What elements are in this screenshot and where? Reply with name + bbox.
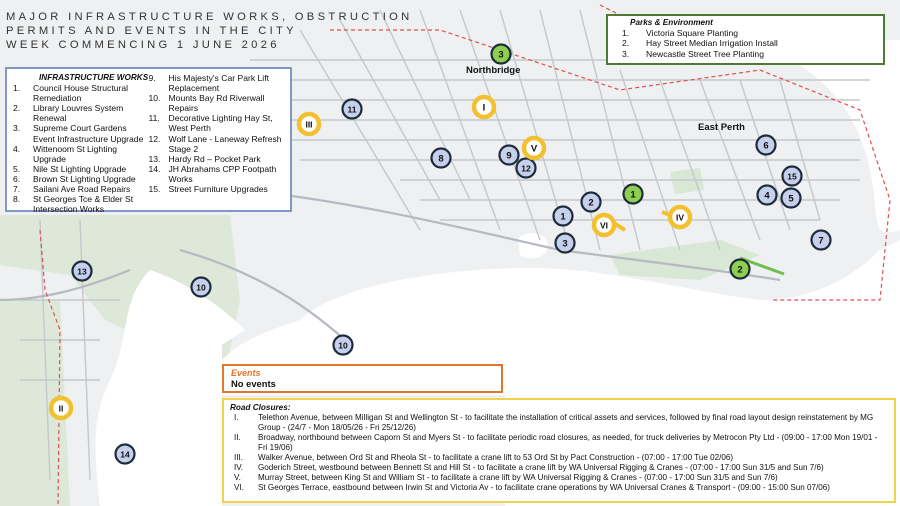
infra-marker [556,234,575,253]
infra-marker-label: 6 [763,140,769,152]
infra-marker [116,445,135,464]
list-item: 12. Wolf Lane - Laneway Refresh Stage 2 [148,133,282,154]
infra-marker-label: 9 [506,150,512,162]
infra-marker-label: 7 [818,235,824,247]
infra-marker-label: 2 [588,197,594,209]
map-title [6,10,416,52]
closure-marker [670,207,690,227]
infra-marker [783,167,802,186]
park-marker-label: 1 [630,189,636,201]
closure-marker-label: V [530,143,538,155]
infrastructure-legend [5,67,292,215]
closure-marker [474,97,494,117]
title-line: PERMITS AND EVENTS IN THE CITY [6,25,297,37]
infra-marker [582,193,601,212]
park-marker [624,185,643,204]
infra-marker-label: 5 [788,193,794,205]
park-marker-label: 2 [737,264,743,276]
park-marker [731,260,750,279]
list-item: 15. Street Furniture Upgrades [148,184,268,195]
legend-col-left [13,73,149,214]
park-marker [492,45,511,64]
closure-marker [299,114,319,134]
infra-marker [554,207,573,226]
list-item: 8. St Georges Tce & Elder St Intersection Works [13,194,134,215]
infra-marker [192,278,211,297]
list-item: 7. Sailani Ave Road Repairs [13,184,131,195]
infra-marker [782,189,801,208]
infra-marker-label: 12 [521,163,531,174]
list-item: III. Walker Avenue, between Ord St and Rheola St - to facilitate a crane lift to 53 Ord St by Pact Construction - (07:00 - 17:00 Tue 02/06) [234,453,734,462]
closure-marker-label: III [305,119,313,130]
list-item: II. Broadway, northbound between Caporn St and Myers St - to facilitate periodic road closures, as needed, for truck deliveries by Metrocon Pty Ltd - (09:00 - 17:00 Mon 19/01 - Fri 19/06) [234,433,878,452]
closure-marker-label: VI [599,220,609,231]
infra-marker [343,100,362,119]
events-text: No events [231,378,276,389]
list-item: 6. Brown St Lighting Upgrade [13,173,136,184]
infra-marker [334,336,353,355]
infra-marker-label: 14 [120,449,130,460]
list-item: 3. Newcastle Street Tree Planting [622,48,764,59]
legend-col-right [149,73,285,214]
infra-marker-label: 10 [196,282,206,293]
closure-marker [594,215,614,235]
infra-marker-label: 15 [787,171,797,182]
list-item: I. Telethon Avenue, between Milligan St and Wellington St - to facilitate the installation of critical assets and services, followed by final road layout design reinstatement by MG Group - (24/7 - Mon 18/05/26 - Fri 25/12/26) [234,413,874,432]
list-item: 11. Decorative Lighting Hay St, West Perth [148,113,273,134]
events-heading: Events [231,368,261,378]
closure-marker [51,398,71,418]
list-item: 13. Hardy Rd – Pocket Park [148,153,261,164]
list-item: 1. Victoria Square Planting [622,28,739,39]
infra-marker [758,186,777,205]
list-item: 4. Wittenoom St Lighting Upgrade [13,143,118,164]
title-line: WEEK COMMENCING 1 JUNE 2026 [6,39,280,51]
legend-heading: Parks & Environment [630,18,713,27]
list-item: 14. JH Abrahams CPP Footpath Works [148,163,277,184]
closure-marker-label: IV [675,212,685,223]
list-item: 2. Hay Street Median Irrigation Install [622,38,778,49]
infra-marker [757,136,776,155]
closure-marker-label: I [482,102,486,114]
infra-marker-label: 10 [338,340,348,351]
road-closures-heading: Road Closures: [230,403,291,412]
list-item: 3. Supreme Court Gardens Event Infrastructure Upgrade [13,123,144,144]
parks-legend [606,14,885,65]
infra-marker-label: 4 [764,190,770,202]
list-item: IV. Goderich Street, westbound between Bennett St and Hill St - to facilitate a crane lift by WA Universal Rigging & Cranes - (07:00 - 17:00 Sun 31/5 and Sun 7/6) [234,463,824,472]
infra-marker [432,149,451,168]
park-marker-label: 3 [498,49,504,61]
list-item: 1. Council House Structural Remediation [13,83,129,104]
infra-marker [73,262,92,281]
list-item: 5. Nile St Lighting Upgrade [13,163,127,174]
closure-marker-label: II [58,403,64,414]
list-item: 10. Mounts Bay Rd Riverwall Repairs [148,93,265,114]
infra-marker-label: 8 [438,153,444,165]
list-item: VI. St Georges Terrace, eastbound between Irwin St and Victoria Av - to facilitate crane operations by WA Universal Cranes & Transport - (09:00 - 15:00 Sun 07/06) [234,483,830,492]
road-closures-box [222,398,896,503]
infra-marker-label: 11 [347,104,357,115]
list-item: V. Murray Street, between King St and William St - to facilitate a crane lift by WA Universal Rigging & Cranes - (07:00 - 17:00 Sun 31/5 and Sun 7/6) [234,473,778,482]
title-line: MAJOR INFRASTRUCTURE WORKS, OBSTRUCTION [6,11,413,23]
label-northbridge: Northbridge [466,65,521,76]
infra-marker [812,231,831,250]
infra-marker-label: 13 [77,266,87,277]
infra-marker [500,146,519,165]
list-item: 9. His Majesty's Car Park Lift Replacement [148,73,269,94]
legend-heading: INFRASTRUCTURE WORKS [39,73,149,82]
events-box [222,364,503,393]
infra-marker-label: 1 [560,211,566,223]
closure-marker [524,138,544,158]
infra-marker-label: 3 [562,238,568,250]
list-item: 2. Library Louvres System Renewal [13,103,124,124]
infra-marker [517,159,536,178]
label-east-perth: East Perth [698,122,745,133]
